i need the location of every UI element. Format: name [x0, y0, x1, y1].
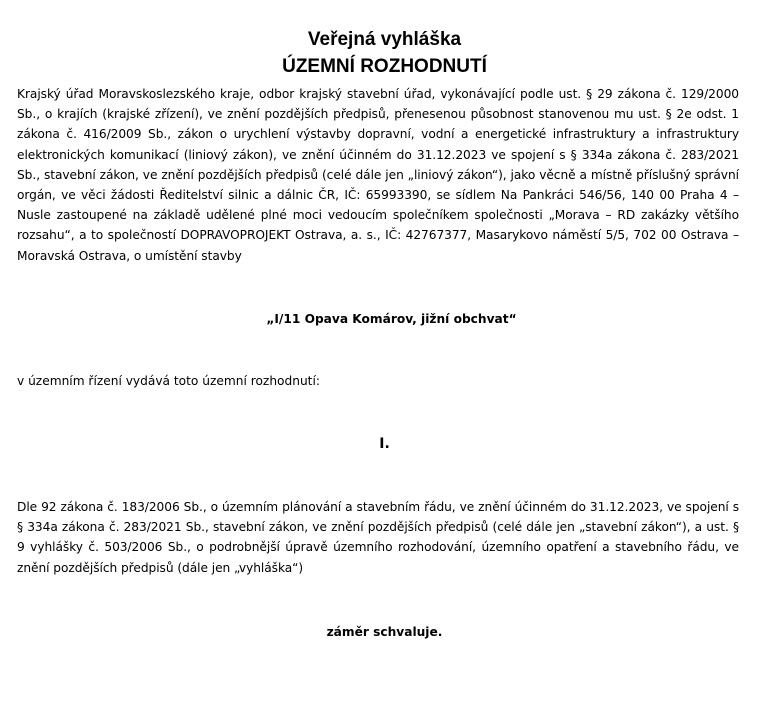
document-title: Veřejná vyhláška: [307, 29, 462, 50]
paragraph-authority: Krajský úřad Moravskoslezského kraje, odbor krajský stavební úřad, vykonávající podle ust. § 29 zákona č. 129/2000 Sb., o krajích (krajské zřízení), ve znění pozdějších předpisů, přenesenou působnost stanovenou mu ust. § 2e odst. 1 zákona č. 416/2009 Sb., zákon o urychlení výstavby dopravní, vodní a energetické infrastruktury a infrastruktury elektronických komunikací (liniový zákon), ve znění účinném do 31.12.2023 ve spojení s § 334a zákona č. 283/2021 Sb., stavební zákon, ve znění pozdějších předpisů (celé dále jen „liniový zákon“), jako věcně a místně příslušný správní orgán, ve věci žádosti Ředitelství silnic a dálnic ČR, IČ: 65993390, se sídlem Na Pankráci 546/56, 140 00 Praha 4 – Nusle zastoupené na základě udělené plné moci vedoucím společníkem společnosti „Morava – RD zakázky většího rozsahu“, a to společností DOPRAVOPROJEKT Ostrava, a. s., IČ: 42767377, Masarykovo náměstí 5/5, 702 00 Ostrava – Moravská Ostrava, o umístění stavby: [17, 87, 739, 263]
paragraph-legal-basis: Dle 92 zákona č. 183/2006 Sb., o územním plánování a stavebním řádu, ve znění účinném do 31.12.2023, ve spojení s § 334a zákona č. 283/2021 Sb., stavební zákon, ve znění pozdějších předpisů (celé dále jen „stavební zákon“), a ust. § 9 vyhlášky č. 503/2006 Sb., o podrobnější úpravě územního rozhodování, územního opatření a stavebního řádu, ve znění pozdějších předpisů (dále jen „vyhláška“): [17, 500, 739, 575]
decision-text: záměr schvaluje.: [326, 625, 443, 639]
section-number: I.: [379, 436, 390, 452]
document-subtitle: ÚZEMNÍ ROZHODNUTÍ: [282, 56, 487, 77]
intro-text: v územním řízení vydává toto územní rozhodnutí:: [17, 374, 320, 388]
project-name: „I/11 Opava Komárov, jižní obchvat“: [266, 312, 517, 326]
